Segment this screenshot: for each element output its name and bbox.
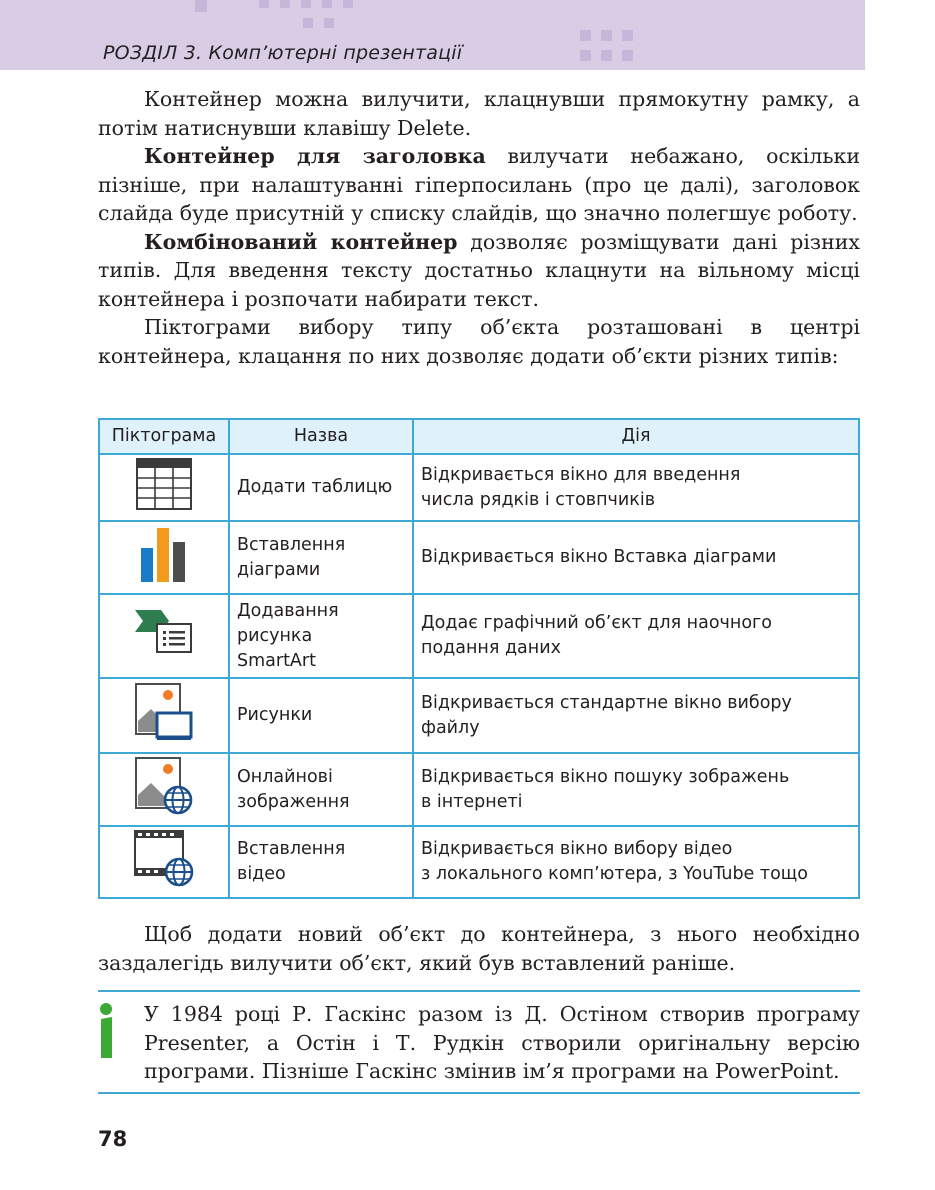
decor-square [580,30,591,41]
paragraph-delete-container: Контейнер можна вилучити, клацнувши прямокутну рамку, а потім натиснувши клавішу Delete. [98,87,860,140]
term-combined-container: Комбінований контейнер [144,229,458,254]
decor-square [580,50,591,61]
body-text-bottom [98,920,860,977]
insert-video-icon [134,829,194,887]
paragraph-title-container [98,142,860,228]
header-action: Дія [413,419,859,454]
paragraph-add-new-object: Щоб додати новий об’єкт до контейнера, з нього необхідно заздалегідь вилучити об’єкт, який був вставлений раніше. [98,922,860,975]
smartart-icon [135,610,193,654]
icon-cell [99,454,229,521]
decor-square [601,50,612,61]
body-text-top [98,85,860,370]
paragraph-object-icons: Піктограми вибору типу об’єкта розташовані в центрі контейнера, клацання по них дозволяє додати об’єкти різних типів: [98,315,860,368]
row-name: Вставлення відео [229,826,413,898]
decor-square [301,0,311,8]
icon-cell [99,678,229,753]
decor-square [303,18,313,28]
row-action: Відкривається вікно для введення числа рядків і стовпчиків [413,454,859,521]
icon-cell [99,521,229,594]
header-name: Назва [229,419,413,454]
row-action: Відкривається вікно вибору відео з локального комп’ютера, з YouTube тощо [413,826,859,898]
table-row [99,594,859,678]
chapter-header-band [0,0,865,70]
row-action: Відкривається вікно пошуку зображень в інтернеті [413,753,859,826]
decor-square [259,0,269,8]
chapter-title: РОЗДІЛ 3. Комп’ютерні презентації [103,42,463,64]
table-row [99,678,859,753]
decor-square [322,0,332,8]
row-action: Додає графічний об’єкт для наочного подання даних [413,594,859,678]
table-row [99,454,859,521]
chart-icon [139,526,189,582]
decor-square [280,0,290,8]
header-icon: Піктограма [99,419,229,454]
decor-square [195,0,207,12]
table-header-row [99,419,859,454]
row-action: Відкривається стандартне вікно вибору файлу [413,678,859,753]
online-pictures-icon [135,757,193,815]
paragraph-title-container-text: вилучати небажано, оскільки пізніше, при налаштуванні гіперпосилань (про це далі), заголовок слайда буде присутній у списку слайдів, що значно полегшує роботу. [98,144,860,225]
object-types-table [98,418,860,899]
row-name: Додавання рисунка SmartArt [229,594,413,678]
page-number: 78 [98,1127,128,1151]
icon-cell [99,753,229,826]
info-note [98,990,860,1094]
paragraph-combined-container-text: дозволяє розміщувати дані різних типів. Для введення тексту достатньо клацнути на вільному місці контейнера і розпочати набирати текст. [98,229,860,311]
info-note-text: У 1984 році Р. Гаскінс разом із Д. Остіном створив програму Presenter, а Остін і Т. Рудкін створили оригінальну версію програми. Пізніше Гаскінс змінив ім’я програми на PowerPoint. [144,1002,860,1083]
decor-square [622,50,633,61]
term-title-container: Контейнер для заголовка [144,144,486,168]
decor-square [343,0,353,8]
icon-cell [99,826,229,898]
table-row [99,826,859,898]
paragraph-combined-container [98,228,860,314]
decor-square [324,18,334,28]
row-name: Додати таблицю [229,454,413,521]
table-icon [136,458,192,510]
pictures-icon [135,683,193,741]
row-action: Відкривається вікно Вставка діаграми [413,521,859,594]
row-name: Онлайнові зображення [229,753,413,826]
info-icon [98,1002,116,1058]
icon-cell [99,594,229,678]
decor-square [601,30,612,41]
decor-square [622,30,633,41]
row-name: Рисунки [229,678,413,753]
row-name: Вставлення діаграми [229,521,413,594]
table-row [99,521,859,594]
table-row [99,753,859,826]
